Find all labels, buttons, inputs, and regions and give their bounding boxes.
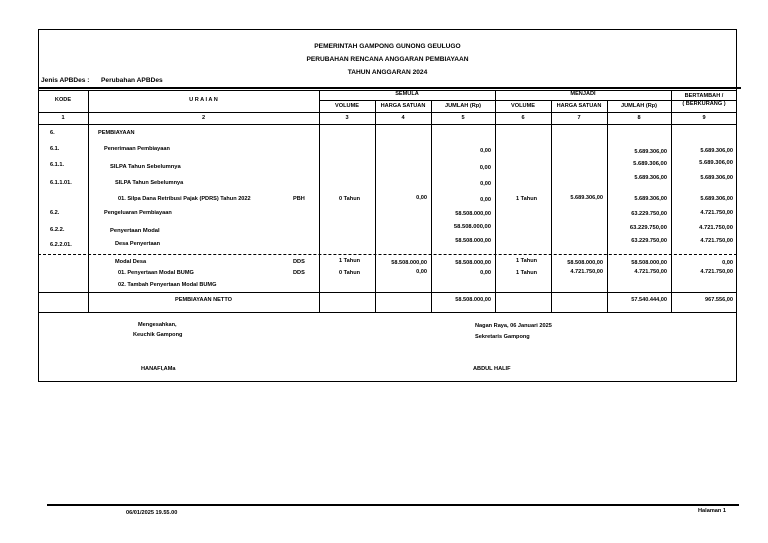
col-harga-satuan-2: HARGA SATUAN — [556, 103, 602, 109]
row-selisih: 5.689.306,00 — [700, 148, 733, 154]
row-jumlah-menjadi: 63.229.750,00 — [629, 225, 667, 231]
row-jumlah-semula: 58.508.000,00 — [455, 260, 491, 266]
signature-left-line2: Keuchik Gampong — [133, 332, 183, 338]
col-divider — [495, 90, 496, 312]
col-volume-2: VOLUME — [511, 103, 535, 109]
col-number: 7 — [577, 115, 581, 121]
netto-jumlah-semula: 58.508.000,00 — [455, 297, 491, 303]
row-volume-semula: 0 Tahun — [339, 270, 361, 276]
jenis-value: Perubahan APBDes — [101, 77, 163, 84]
row-uraian: 01. Silpa Dana Retribusi Pajak (PDRS) Tahun 2022 — [118, 196, 251, 202]
row-selisih: 5.689.306,00 — [699, 160, 733, 166]
row-kode: 6.1.1. — [50, 162, 64, 168]
col-divider — [431, 100, 432, 312]
row-kode: 6.1.1.01. — [50, 180, 72, 186]
row-kode: 6.1. — [50, 146, 60, 152]
row-harga-semula: 0,00 — [416, 195, 427, 201]
row-volume-menjadi: 1 Tahun — [516, 196, 538, 202]
col-number: 5 — [461, 115, 465, 121]
col-number: 4 — [401, 115, 405, 121]
col-menjadi: MENJADI — [570, 91, 596, 97]
row-selisih: 4.721.750,00 — [700, 210, 733, 216]
row-harga-menjadi: 58.508.000,00 — [567, 260, 603, 266]
row-jumlah-menjadi: 5.689.306,00 — [633, 161, 667, 167]
signature-right-place-date: Nagan Raya, 06 Januari 2025 — [475, 323, 552, 329]
row-uraian: Pengeluaran Pembiayaan — [104, 210, 172, 216]
row-jumlah-semula: 0,00 — [480, 270, 491, 276]
netto-jumlah-menjadi: 57.540.444,00 — [631, 297, 667, 303]
col-berkurang: ( BERKURANG ) — [682, 101, 726, 107]
row-uraian: Modal Desa — [115, 259, 147, 265]
row-volume-semula: 0 Tahun — [339, 196, 361, 202]
row-jumlah-menjadi: 5.689.306,00 — [634, 175, 667, 181]
netto-label: PEMBIAYAAN NETTO — [175, 297, 232, 303]
row-jumlah-menjadi: 63.229.750,00 — [631, 211, 667, 217]
col-bertambah: BERTAMBAH / — [684, 93, 724, 99]
row-uraian: SILPA Tahun Sebelumnya — [110, 164, 181, 170]
row-selisih: 4.721.750,00 — [700, 238, 733, 244]
row-volume-semula: 1 Tahun — [339, 258, 361, 264]
col-divider — [375, 100, 376, 312]
row-kode: 6.2.2.01. — [50, 242, 72, 248]
col-divider — [607, 100, 608, 312]
report-title: PERUBAHAN RENCANA ANGGARAN PEMBIAYAAN — [306, 56, 469, 63]
col-number: 6 — [521, 115, 525, 121]
row-uraian: 02. Tambah Penyertaan Modal BUMG — [118, 282, 217, 288]
footer-timestamp: 06/01/2025 19.55.00 — [126, 510, 178, 516]
col-number: 1 — [61, 115, 65, 121]
row-jumlah-menjadi: 5.689.306,00 — [634, 196, 667, 202]
row-selisih: 4.721.750,00 — [699, 225, 733, 231]
org-title: PEMERINTAH GAMPONG GUNONG GEULUGO — [314, 43, 461, 50]
row-harga-semula: 0,00 — [416, 269, 427, 275]
row-jumlah-menjadi: 5.689.306,00 — [634, 149, 667, 155]
col-semula: SEMULA — [395, 91, 419, 97]
signature-right-title: Sekretaris Gampong — [475, 334, 530, 340]
col-volume: VOLUME — [335, 103, 359, 109]
colheader-bottom-line — [38, 112, 737, 113]
row-jumlah-semula: 58.508.000,00 — [455, 211, 491, 217]
row-selisih: 0,00 — [722, 260, 733, 266]
row-jumlah-semula: 0,00 — [480, 197, 491, 203]
signature-right-name: ABDUL HALIF — [473, 366, 511, 372]
row-selisih: 5.689.306,00 — [700, 196, 733, 202]
col-number: 3 — [345, 115, 349, 121]
colnum-bottom-line — [38, 124, 737, 125]
netto-bottom-line — [38, 312, 737, 313]
footer-page-number: Halaman 1 — [698, 508, 726, 514]
row-volume-menjadi: 1 Tahun — [516, 258, 538, 264]
row-jumlah-semula: 0,00 — [480, 181, 491, 187]
row-jumlah-menjadi: 4.721.750,00 — [634, 269, 667, 275]
col-kode: KODE — [54, 97, 72, 103]
row-jumlah-menjadi: 58.508.000,00 — [631, 260, 667, 266]
col-number: 2 — [201, 115, 206, 121]
row-sumber-dana: DDS — [293, 259, 305, 265]
row-selisih: 5.689.306,00 — [700, 175, 733, 181]
signature-left-line1: Mengesahkan, — [138, 322, 177, 328]
netto-selisih: 967.556,00 — [705, 297, 733, 303]
jenis-label: Jenis APBDes : — [41, 77, 90, 84]
row-kode: 6.2. — [50, 210, 60, 216]
row-sumber-dana: DDS — [293, 270, 305, 276]
fiscal-year: TAHUN ANGGARAN 2024 — [347, 69, 428, 76]
col-uraian: U R A I A N — [189, 97, 218, 103]
row-selisih: 4.721.750,00 — [700, 269, 733, 275]
row-sumber-dana: PBH — [293, 196, 305, 202]
col-harga-satuan: HARGA SATUAN — [380, 103, 426, 109]
row-kode: 6. — [50, 130, 55, 136]
row-jumlah-semula: 0,00 — [480, 148, 491, 154]
row-uraian: 01. Penyertaan Modal BUMG — [118, 270, 194, 276]
row-harga-menjadi: 5.689.306,00 — [570, 195, 603, 201]
col-divider — [88, 90, 89, 312]
col-jumlah-2: JUMLAH (Rp) — [620, 103, 658, 109]
row-harga-menjadi: 4.721.750,00 — [570, 269, 603, 275]
row-uraian: Desa Penyertaan — [115, 241, 161, 247]
group-header-line — [319, 100, 737, 101]
dashed-separator — [38, 254, 737, 255]
col-number: 8 — [637, 115, 641, 121]
table-top-line — [38, 90, 737, 91]
row-jumlah-semula: 58.508.000,00 — [453, 224, 491, 230]
col-divider — [319, 90, 320, 312]
row-volume-menjadi: 1 Tahun — [516, 270, 538, 276]
row-kode: 6.2.2. — [50, 227, 65, 233]
row-uraian: Penyertaan Modal — [110, 228, 160, 234]
row-uraian: SILPA Tahun Sebelumnya — [115, 180, 184, 186]
signature-left-name: HANAFI,AMa — [141, 366, 176, 372]
col-divider — [551, 100, 552, 312]
row-jumlah-semula: 0,00 — [479, 165, 491, 171]
row-harga-semula: 58.508.000,00 — [391, 260, 427, 266]
col-jumlah: JUMLAH (Rp) — [444, 103, 482, 109]
row-uraian: PEMBIAYAAN — [98, 130, 135, 136]
row-uraian: Penerimaan Pembiayaan — [104, 146, 170, 152]
row-jumlah-menjadi: 63.229.750,00 — [631, 238, 667, 244]
row-jumlah-semula: 58.508.000,00 — [455, 238, 491, 244]
footer-divider — [47, 504, 739, 506]
netto-top-line — [38, 292, 737, 293]
col-number: 9 — [702, 115, 706, 121]
header-divider — [38, 87, 741, 89]
